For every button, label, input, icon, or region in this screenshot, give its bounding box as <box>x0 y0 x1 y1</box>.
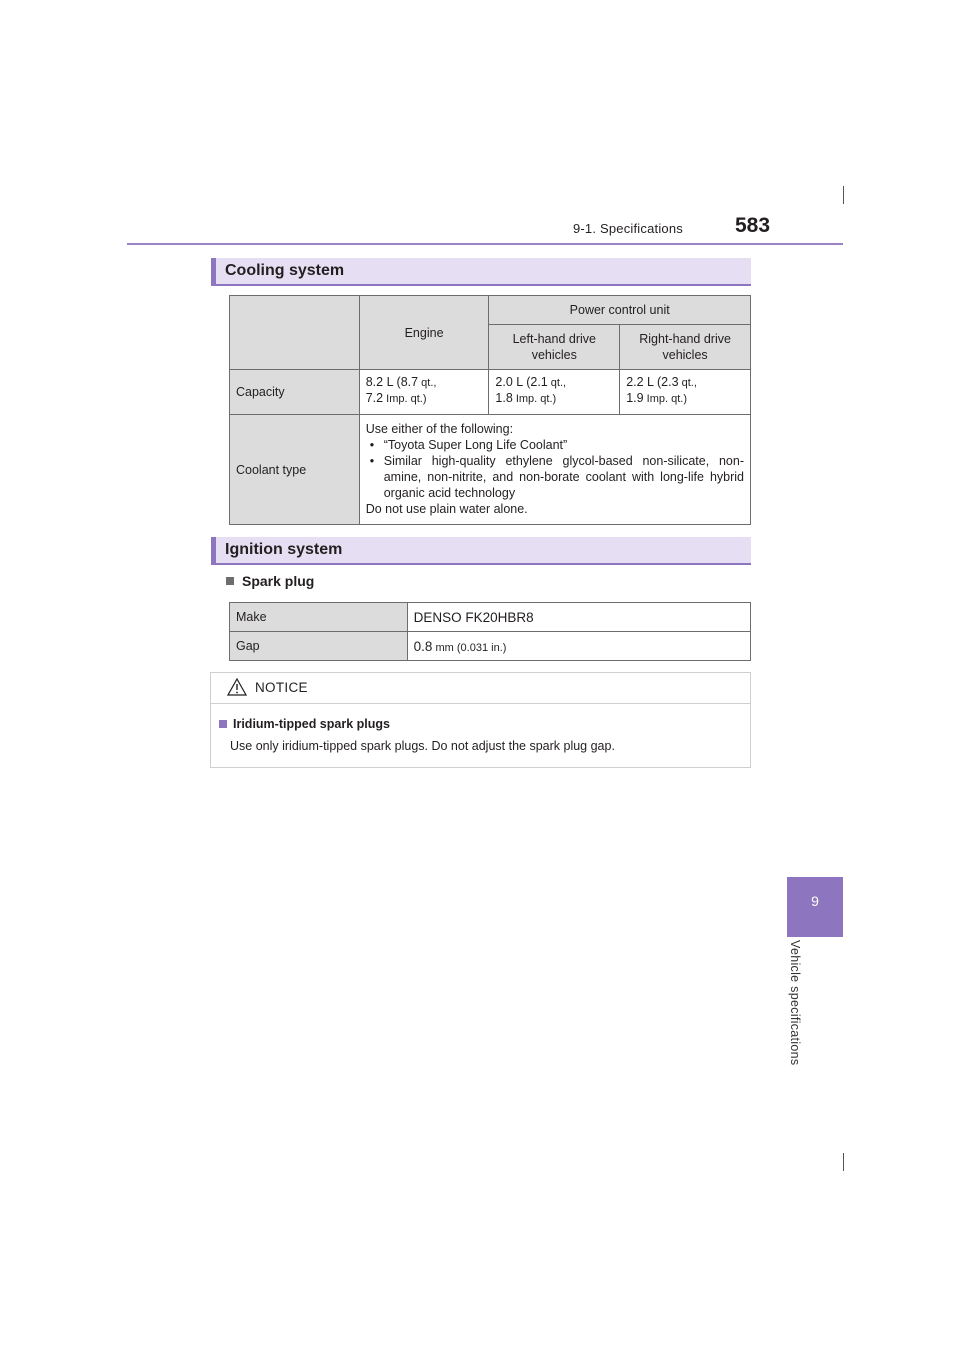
chapter-label <box>786 940 806 1140</box>
col-right-hand-drive <box>620 325 751 370</box>
spark-plug-heading-text: Spark plug <box>242 573 315 589</box>
coolant-type-value <box>359 415 750 525</box>
make-value: DENSO FK20HBR8 <box>407 603 750 632</box>
make-label: Make <box>230 603 408 632</box>
notice-title: NOTICE <box>255 680 308 695</box>
gap-label: Gap <box>230 632 408 661</box>
section-title: 9-1. Specifications <box>572 221 683 236</box>
capacity-engine-unit: qt., <box>418 377 437 389</box>
header-rule <box>127 243 843 245</box>
notice-box <box>210 672 751 768</box>
cooling-system-header <box>211 258 751 286</box>
gap-value-unit-in: in.) <box>488 641 507 654</box>
capacity-engine-imp-unit: Imp. qt.) <box>383 393 427 405</box>
notice-header <box>211 673 750 704</box>
capacity-lhd-imp-unit: Imp. qt.) <box>512 393 557 405</box>
chapter-label-text: Vehicle specifications <box>788 940 802 1066</box>
notice-body: Use only iridium-tipped spark plugs. Do not adjust the spark plug gap. <box>230 739 615 753</box>
square-bullet-icon <box>219 720 227 728</box>
chapter-number: 9 <box>811 893 819 909</box>
capacity-engine-imp: 7.2 <box>365 391 384 405</box>
col-power-control-unit: Power control unit <box>489 296 751 325</box>
coolant-intro: Use either of the following: <box>365 422 514 436</box>
col-engine: Engine <box>359 296 489 370</box>
crop-mark-bottom <box>843 1153 844 1171</box>
capacity-rhd <box>620 370 751 415</box>
coolant-option-2: Similar high-quality ethylene glycol-based non-silicate, non-amine, non-nitrite, and non-borate coolant with long-life hybrid organic acid technology <box>383 454 744 500</box>
capacity-engine <box>359 370 489 415</box>
capacity-lhd-imp: 1.8 <box>495 391 513 405</box>
col-rhd-text: Right-hand drive vehicles <box>639 332 731 362</box>
chapter-tab[interactable] <box>787 877 843 937</box>
col-lhd-text: Left-hand drive vehicles <box>512 332 596 362</box>
notice-heading <box>219 717 390 731</box>
capacity-label: Capacity <box>230 370 360 415</box>
bullet-dot: • <box>369 438 375 452</box>
notice-heading-text: Iridium-tipped spark plugs <box>233 717 390 731</box>
capacity-lhd <box>489 370 620 415</box>
bullet-dot: • <box>369 454 375 468</box>
spark-plug-table <box>229 602 751 661</box>
capacity-rhd-imp: 1.9 <box>626 391 644 405</box>
capacity-rhd-imp-unit: Imp. qt.) <box>643 393 687 405</box>
ignition-system-title: Ignition system <box>225 541 343 558</box>
capacity-lhd-value: 2.0 L (2.1 <box>495 375 548 389</box>
table-row <box>230 603 751 632</box>
cooling-system-title: Cooling system <box>225 262 345 279</box>
coolant-note: Do not use plain water alone. <box>365 502 528 516</box>
gap-value-mm: 0.8 <box>413 638 433 654</box>
capacity-rhd-unit: qt., <box>678 377 697 389</box>
coolant-type-label: Coolant type <box>230 415 360 525</box>
crop-mark-top <box>843 186 844 204</box>
table-corner <box>230 296 360 370</box>
spark-plug-heading <box>226 573 314 589</box>
capacity-rhd-value: 2.2 L (2.3 <box>626 375 679 389</box>
col-left-hand-drive <box>489 325 620 370</box>
ignition-system-header <box>211 537 751 565</box>
page-number: 583 <box>735 214 771 237</box>
square-bullet-icon <box>226 577 234 585</box>
table-row <box>230 415 751 525</box>
list-item <box>366 437 744 453</box>
coolant-option-1: “Toyota Super Long Life Coolant” <box>383 438 568 452</box>
gap-value-unit: mm (0.031 <box>432 641 489 654</box>
table-row <box>230 370 751 415</box>
warning-triangle-icon <box>227 678 247 696</box>
cooling-table <box>229 295 751 525</box>
capacity-engine-value: 8.2 L (8.7 <box>365 375 419 389</box>
gap-value <box>407 632 750 661</box>
capacity-lhd-unit: qt., <box>547 377 567 389</box>
table-row <box>230 632 751 661</box>
list-item <box>366 453 744 501</box>
